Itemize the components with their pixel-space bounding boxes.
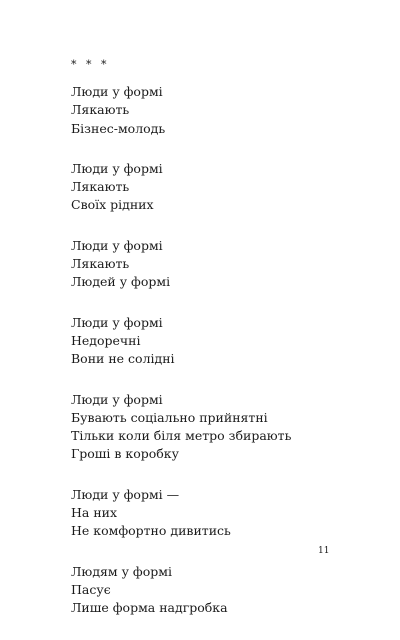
section-separator: * * * bbox=[71, 58, 110, 71]
poem-line: Люди у формі bbox=[71, 237, 163, 253]
poem-line: Люди у формі bbox=[71, 391, 163, 407]
poem-line: Люди у формі bbox=[71, 84, 163, 99]
poem-line: Лякають bbox=[71, 256, 130, 272]
poem-line: Бувають соціально прийнятні bbox=[71, 409, 268, 425]
poem-line: Лише форма надгробка bbox=[71, 600, 228, 616]
poem-line: Тільки коли біля метро збирають bbox=[71, 428, 292, 444]
poem-line: Люди у формі bbox=[71, 160, 163, 176]
poem-line: Гроші в коробку bbox=[71, 446, 179, 462]
page-number: 11 bbox=[318, 546, 330, 556]
poem-line: Не комфортно дивитись bbox=[71, 523, 231, 539]
stanza-2 bbox=[71, 160, 371, 215]
poem-line: Лякають bbox=[71, 179, 130, 195]
stanza-7 bbox=[71, 563, 371, 618]
poem-line: Люди у формі bbox=[71, 314, 163, 330]
stanza-6 bbox=[71, 486, 371, 541]
stanza-3 bbox=[71, 237, 371, 292]
poem-line: Людей у формі bbox=[71, 274, 171, 290]
stanza-5 bbox=[71, 391, 371, 464]
poem-line: Пасує bbox=[71, 581, 111, 597]
poem-line: Вони не солідні bbox=[71, 351, 175, 367]
stanza-4 bbox=[71, 314, 371, 369]
poem-line: Люди у формі — bbox=[71, 486, 180, 502]
poem-line: Своїх рідних bbox=[71, 197, 154, 213]
poem-line: Недоречні bbox=[71, 332, 141, 348]
stanza-1 bbox=[71, 83, 371, 138]
poem-line: Бізнес-молодь bbox=[71, 120, 166, 136]
poem-line: Лякають bbox=[71, 102, 130, 118]
poem-line: Людям у формі bbox=[71, 563, 172, 579]
poem-line: На них bbox=[71, 505, 118, 521]
